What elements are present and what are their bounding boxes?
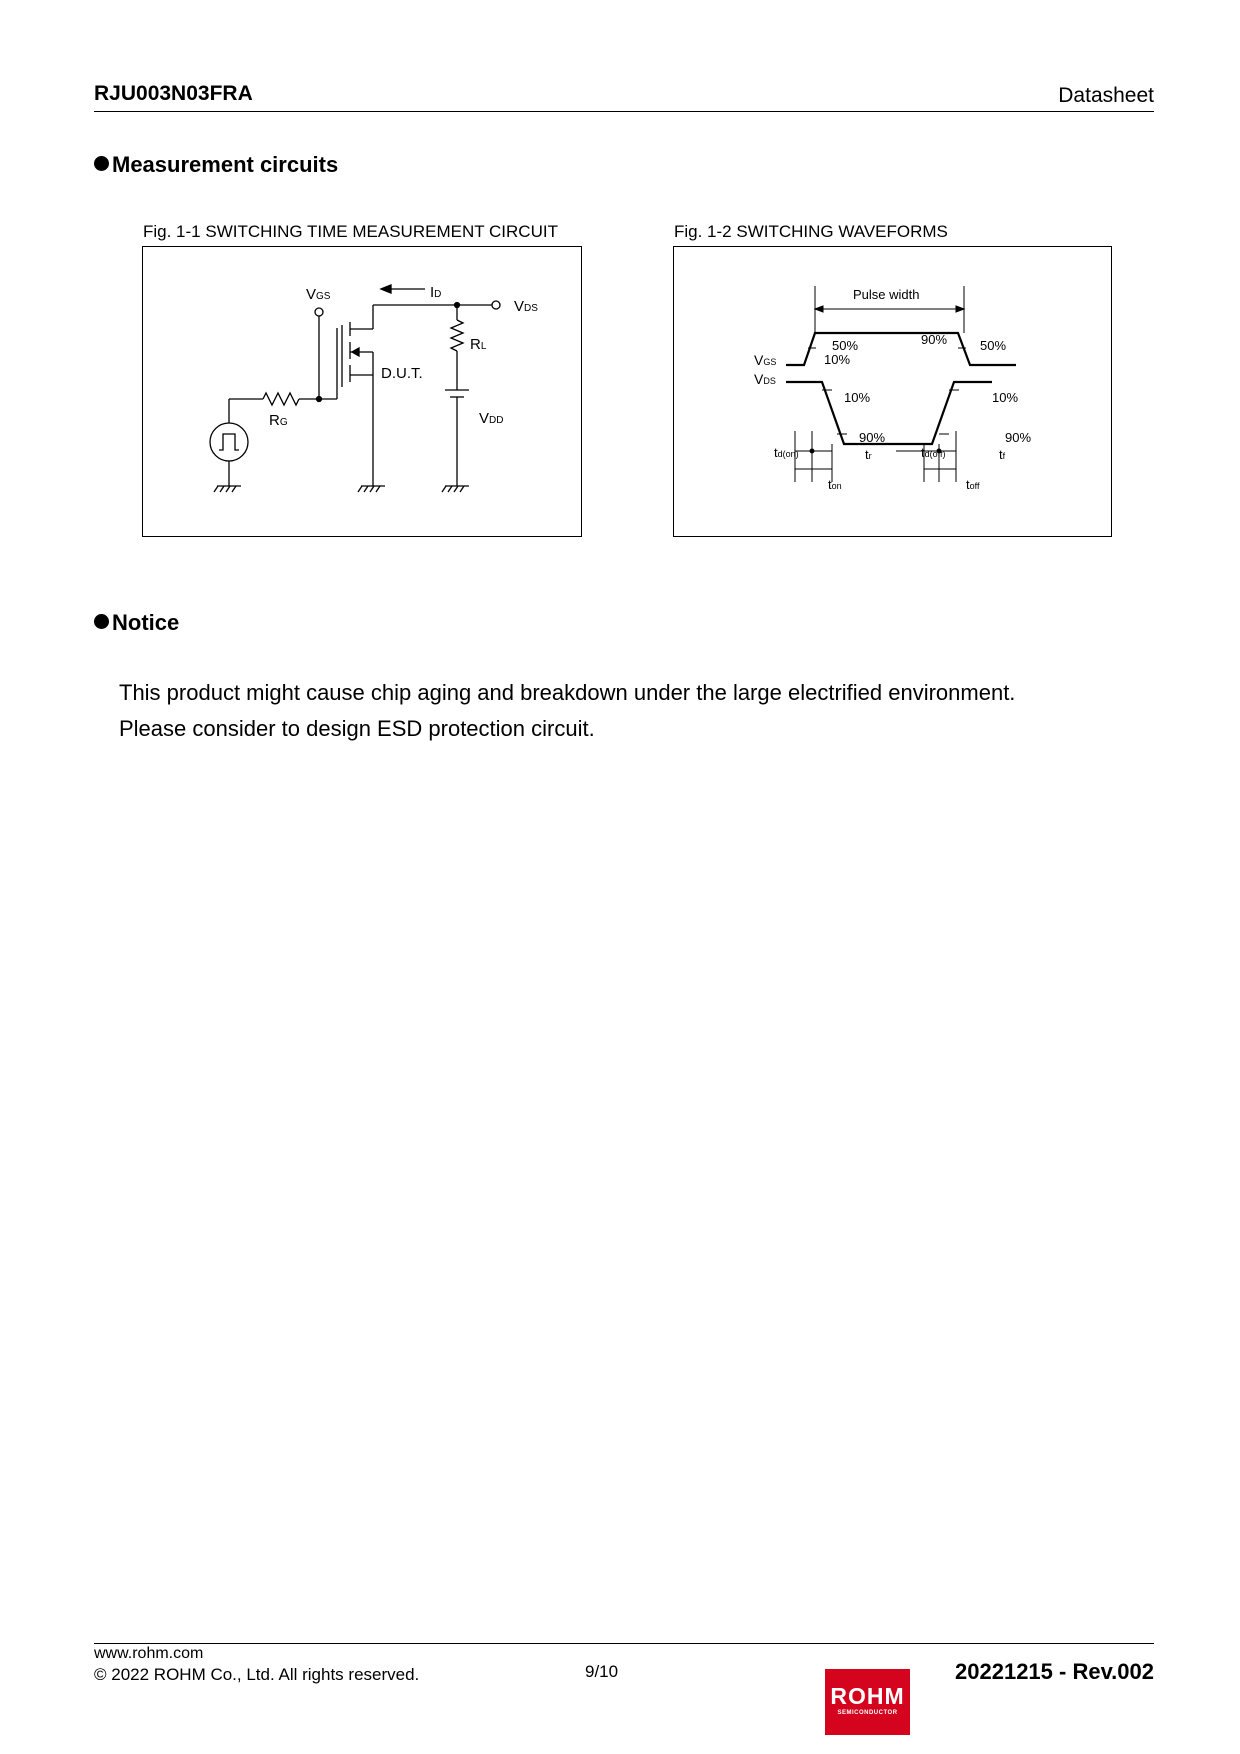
footer-divider — [94, 1643, 1154, 1644]
vds-label: VDS — [514, 298, 538, 315]
notice-heading — [94, 610, 179, 636]
id-label: ID — [430, 284, 442, 301]
rl-label: RL — [470, 336, 487, 353]
pulse-width-label: Pulse width — [853, 287, 920, 302]
td-off-label: td(off) — [921, 445, 946, 460]
pct-50-right: 50% — [980, 338, 1007, 353]
measurement-circuits-title: Measurement circuits — [112, 152, 339, 177]
footer-copyright: © 2022 ROHM Co., Ltd. All rights reserved. — [94, 1665, 420, 1684]
footer-url[interactable]: www.rohm.com — [94, 1645, 204, 1662]
logo-sub-text: SEMICONDUCTOR — [837, 1710, 898, 1716]
pct-10-vds-right: 10% — [992, 390, 1019, 405]
pct-90-bottom-left: 90% — [859, 430, 886, 445]
measurement-circuits-heading — [94, 152, 338, 178]
logo-main-text: ROHM — [830, 1683, 905, 1709]
rg-resistor — [263, 393, 299, 405]
pct-10-vds-left: 10% — [844, 390, 871, 405]
switching-circuit-diagram — [143, 247, 581, 536]
notice-line-1: This product might cause chip aging and breakdown under the large electrified environment. — [119, 680, 1016, 705]
notice-line-2: Please consider to design ESD protection circuit. — [119, 716, 595, 741]
page-number: 9/10 — [585, 1662, 619, 1681]
pct-50-left: 50% — [832, 338, 859, 353]
vds-waveform — [786, 382, 992, 444]
vgs-label: VGS — [306, 286, 331, 303]
part-number: RJU003N03FRA — [94, 82, 253, 105]
bullet-icon — [94, 614, 109, 629]
fig1-caption: Fig. 1-1 SWITCHING TIME MEASUREMENT CIRCUIT — [143, 222, 558, 241]
switching-circuit-figure — [142, 246, 582, 537]
fig2-caption: Fig. 1-2 SWITCHING WAVEFORMS — [674, 222, 948, 241]
ground-icon — [214, 486, 241, 492]
pct-10-vgs: 10% — [824, 352, 851, 367]
document-type: Datasheet — [1058, 84, 1154, 107]
dut-label: D.U.T. — [381, 365, 423, 382]
switching-waveforms-diagram — [674, 247, 1111, 536]
pct-90-top: 90% — [921, 332, 948, 347]
td-on-label: td(on) — [774, 445, 799, 460]
pulse-generator-icon — [210, 423, 248, 461]
ground-icon — [358, 486, 385, 492]
bullet-icon — [94, 156, 109, 171]
toff-label: toff — [966, 477, 980, 492]
revision-label: 20221215 - Rev.002 — [955, 1659, 1154, 1684]
rohm-logo — [825, 1669, 910, 1735]
switching-waveforms-figure — [673, 246, 1112, 537]
vds-terminal — [492, 301, 500, 309]
tf-label: tf — [999, 447, 1006, 462]
vds-wave-label: VDS — [754, 371, 776, 387]
rg-label: RG — [269, 412, 288, 429]
rl-resistor — [451, 320, 463, 351]
notice-title: Notice — [112, 610, 180, 635]
pct-90-bottom-right: 90% — [1005, 430, 1032, 445]
vgs-wave-label: VGS — [754, 352, 777, 368]
ton-label: ton — [828, 477, 842, 492]
header-divider — [94, 111, 1154, 112]
vgs-terminal — [315, 308, 323, 316]
vdd-label: VDD — [479, 410, 504, 427]
ground-icon — [442, 486, 469, 492]
tr-label: tr — [865, 447, 872, 462]
